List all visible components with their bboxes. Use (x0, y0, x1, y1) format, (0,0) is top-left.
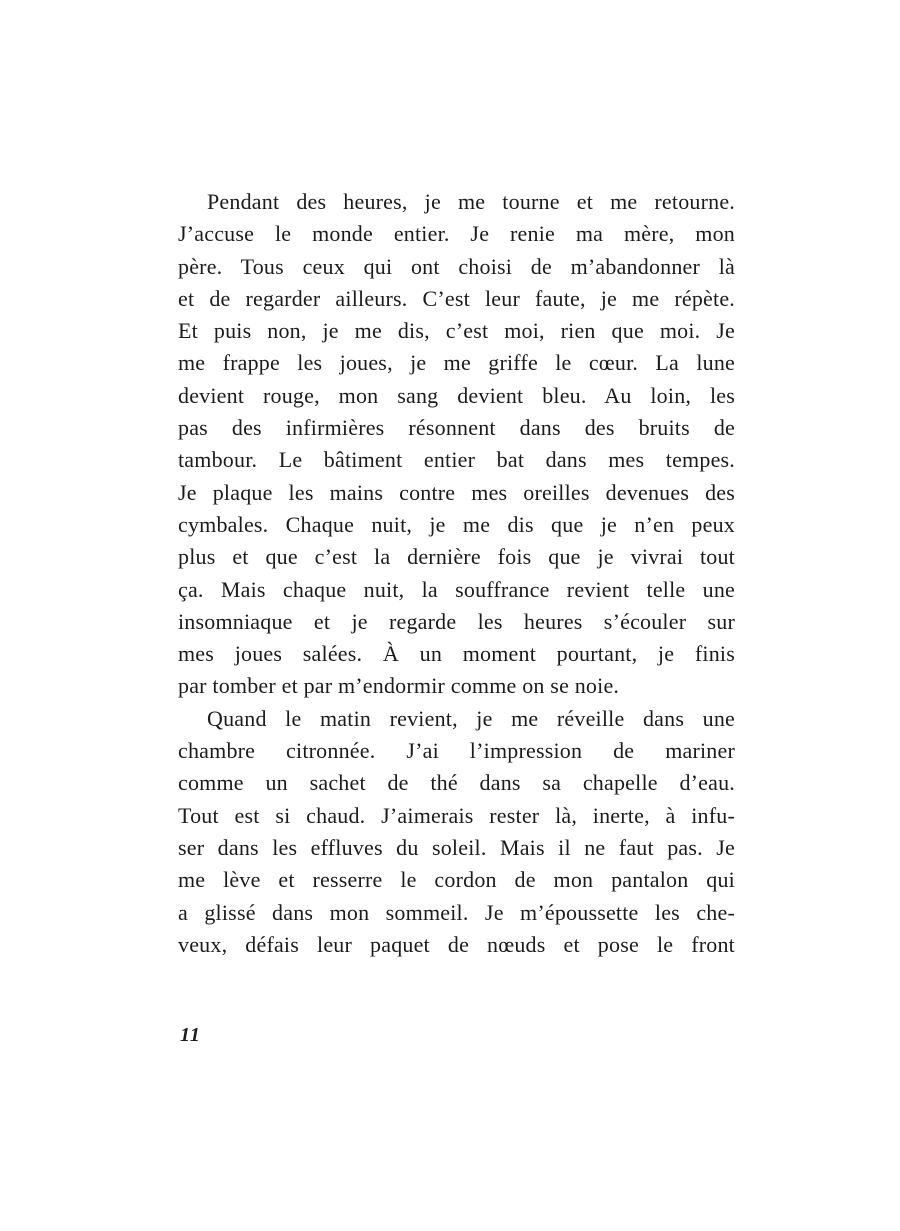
text-line: ser dans les effluves du soleil. Mais il ne faut pas. Je (178, 834, 735, 860)
text-line: Et puis non, je me dis, c’est moi, rien que moi. Je (178, 318, 735, 344)
text-line: veux, défais leur paquet de nœuds et pose le front (178, 931, 735, 957)
text-line: tambour. Le bâtiment entier bat dans mes tempes. (178, 447, 735, 473)
text-line: J’accuse le monde entier. Je renie ma mère, mon (178, 221, 735, 247)
text-line: Quand le matin revient, je me réveille dans une (207, 705, 735, 731)
text-line: chambre citronnée. J’ai l’impression de mariner (178, 738, 735, 764)
text-line: plus et que c’est la dernière fois que je vivrai tout (178, 544, 735, 570)
text-block (178, 186, 735, 961)
text-line: cymbales. Chaque nuit, je me dis que je n’en peux (178, 511, 735, 537)
text-line: Je plaque les mains contre mes oreilles devenues des (178, 479, 735, 505)
text-line: pas des infirmières résonnent dans des bruits de (178, 415, 735, 441)
text-line: comme un sachet de thé dans sa chapelle d’eau. (178, 770, 735, 796)
text-line: et de regarder ailleurs. C’est leur faute, je me répète. (178, 285, 735, 311)
text-line: par tomber et par m’endormir comme on se noie. (178, 673, 620, 699)
text-line: insomniaque et je regarde les heures s’écouler sur (178, 608, 735, 634)
text-line: devient rouge, mon sang devient bleu. Au loin, les (178, 382, 735, 408)
text-line: a glissé dans mon sommeil. Je m’époussette les che- (178, 899, 735, 925)
text-line: père. Tous ceux qui ont choisi de m’abandonner là (178, 253, 735, 279)
text-line: Tout est si chaud. J’aimerais rester là, inerte, à infu- (178, 802, 735, 828)
text-line: ça. Mais chaque nuit, la souffrance revient telle une (178, 576, 735, 602)
text-line: Pendant des heures, je me tourne et me retourne. (207, 189, 735, 214)
text-line: mes joues salées. À un moment pourtant, je finis (178, 641, 735, 667)
page-number: 11 (180, 1024, 201, 1046)
text-line: me frappe les joues, je me griffe le cœur. La lune (178, 350, 735, 376)
text-line: me lève et resserre le cordon de mon pantalon qui (178, 867, 735, 893)
